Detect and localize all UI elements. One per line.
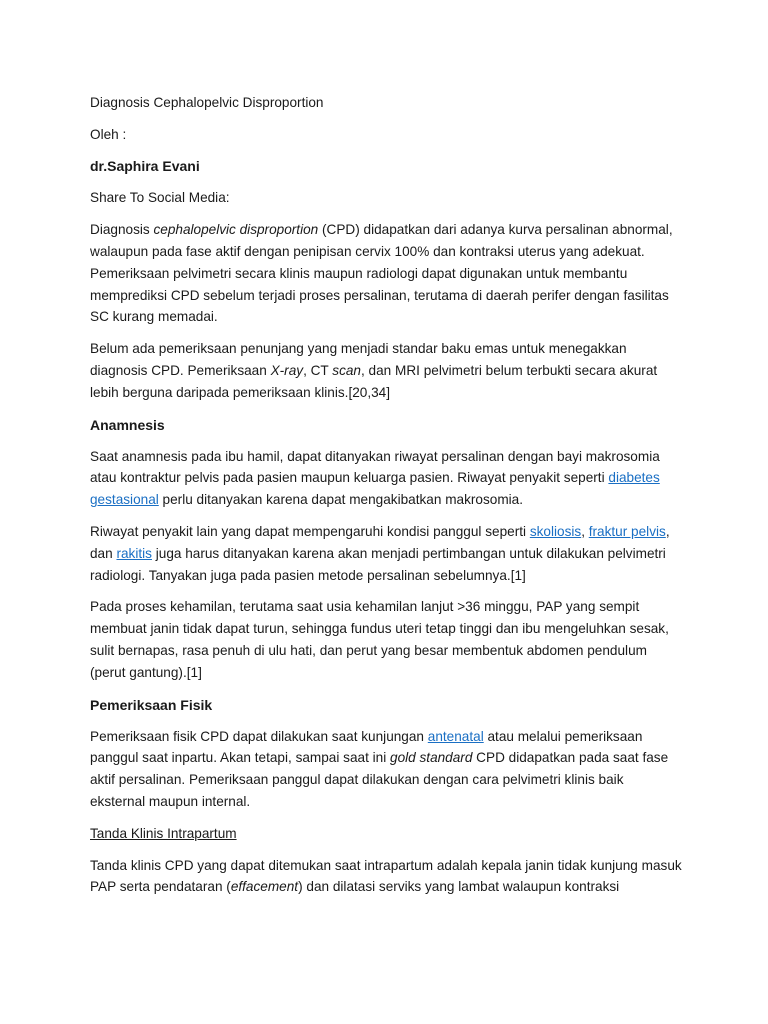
author-label: Oleh :	[90, 126, 127, 142]
text-span: , dan MRI pelvimetri belum terbukti secara akurat lebih berguna daripada pemeriksaan klinis.[20,34]	[90, 362, 658, 400]
author-name: dr.Saphira Evani	[90, 157, 200, 174]
italic-term: X-ray	[270, 362, 304, 378]
text-span: Tanda klinis CPD yang dapat ditemukan saat intrapartum adalah kepala janin tidak kunjung masuk PAP serta pendataran (	[90, 857, 682, 895]
link-fraktur-pelvis[interactable]: fraktur pelvis	[588, 523, 666, 539]
text-span: juga harus ditanyakan karena akan menjadi pertimbangan untuk dilakukan pelvimetri radiologi. Tanyakan juga pada pasien metode persalinan sebelumnya.[1]	[90, 545, 666, 583]
link-antenatal[interactable]: antenatal	[427, 728, 484, 744]
text-span: Belum ada pemeriksaan penunjang yang menjadi standar baku emas untuk menegakkan diagnosis CPD. Pemeriksaan	[90, 341, 627, 378]
text-span: Saat anamnesis pada ibu hamil, dapat ditanyakan riwayat persalinan dengan bayi makrosomia atau kontraktur pelvis pada pasien maupun keluarga pasien. Riwayat penyakit seperti	[90, 448, 660, 486]
anamnesis-paragraph-3: Pada proses kehamilan, terutama saat usia kehamilan lanjut >36 minggu, PAP yang sempit membuat janin tidak dapat turun, sehingga fundus uteri tetap tinggi dan ibu mengeluhkan sesak, sulit bernapas, rasa penuh di ulu hati, dan perut yang besar membentuk abdomen pendulum (perut gantung).[1]	[90, 599, 669, 680]
pemeriksaan-fisik-paragraph-1	[90, 726, 682, 813]
link-diabetes-gestasional[interactable]: diabetes gestasional	[90, 470, 660, 508]
text-span: ,	[581, 523, 589, 539]
intro-paragraph-2	[90, 338, 682, 403]
text-span: , CT	[303, 362, 333, 378]
italic-term: scan	[332, 362, 361, 378]
document-title: Diagnosis Cephalopelvic Disproportion	[90, 95, 324, 110]
pemeriksaan-fisik-paragraph-2	[90, 855, 682, 899]
subheading-tanda-klinis-intrapartum: Tanda Klinis Intrapartum	[90, 825, 237, 841]
text-span: perlu ditanyakan karena dapat mengakibatkan makrosomia.	[158, 492, 524, 508]
italic-term: cephalopelvic disproportion	[153, 222, 319, 238]
document-page	[90, 92, 682, 908]
text-span: atau melalui pemeriksaan panggul saat inpartu. Akan tetapi, sampai saat ini	[90, 728, 643, 766]
text-span: Pemeriksaan fisik CPD dapat dilakukan saat kunjungan	[90, 728, 428, 744]
intro-paragraph-1	[90, 219, 682, 328]
anamnesis-paragraph-1	[90, 446, 682, 511]
text-span: , dan	[90, 523, 670, 561]
italic-term: effacement	[230, 879, 299, 895]
text-span: CPD didapatkan pada saat fase aktif persalinan. Pemeriksaan panggul dapat dilakukan dengan cara pelvimetri klinis baik eksternal maupun internal.	[90, 750, 669, 809]
text-span: Riwayat penyakit lain yang dapat mempengaruhi kondisi panggul seperti	[90, 523, 530, 539]
link-skoliosis[interactable]: skoliosis	[529, 523, 582, 539]
share-label: Share To Social Media:	[90, 190, 230, 206]
text-span: Diagnosis	[90, 222, 154, 238]
text-span: (CPD) didapatkan dari adanya kurva persalinan abnormal, walaupun pada fase aktif dengan penipisan cervix 100% dan kontraksi uterus yang adekuat. Pemeriksaan pelvimetri secara klinis maupun radiologi dapat digunakan untuk membantu memprediksi CPD sebelum terjadi proses persalinan, terutama di daerah perifer dengan fasilitas SC kurang memadai.	[90, 222, 673, 325]
italic-term: gold standard	[390, 750, 473, 766]
text-span: ) dan dilatasi serviks yang lambat walaupun kontraksi	[298, 879, 620, 895]
anamnesis-paragraph-2	[90, 521, 682, 586]
link-rakitis[interactable]: rakitis	[116, 545, 152, 561]
heading-pemeriksaan-fisik: Pemeriksaan Fisik	[90, 696, 213, 713]
heading-anamnesis: Anamnesis	[90, 416, 165, 433]
